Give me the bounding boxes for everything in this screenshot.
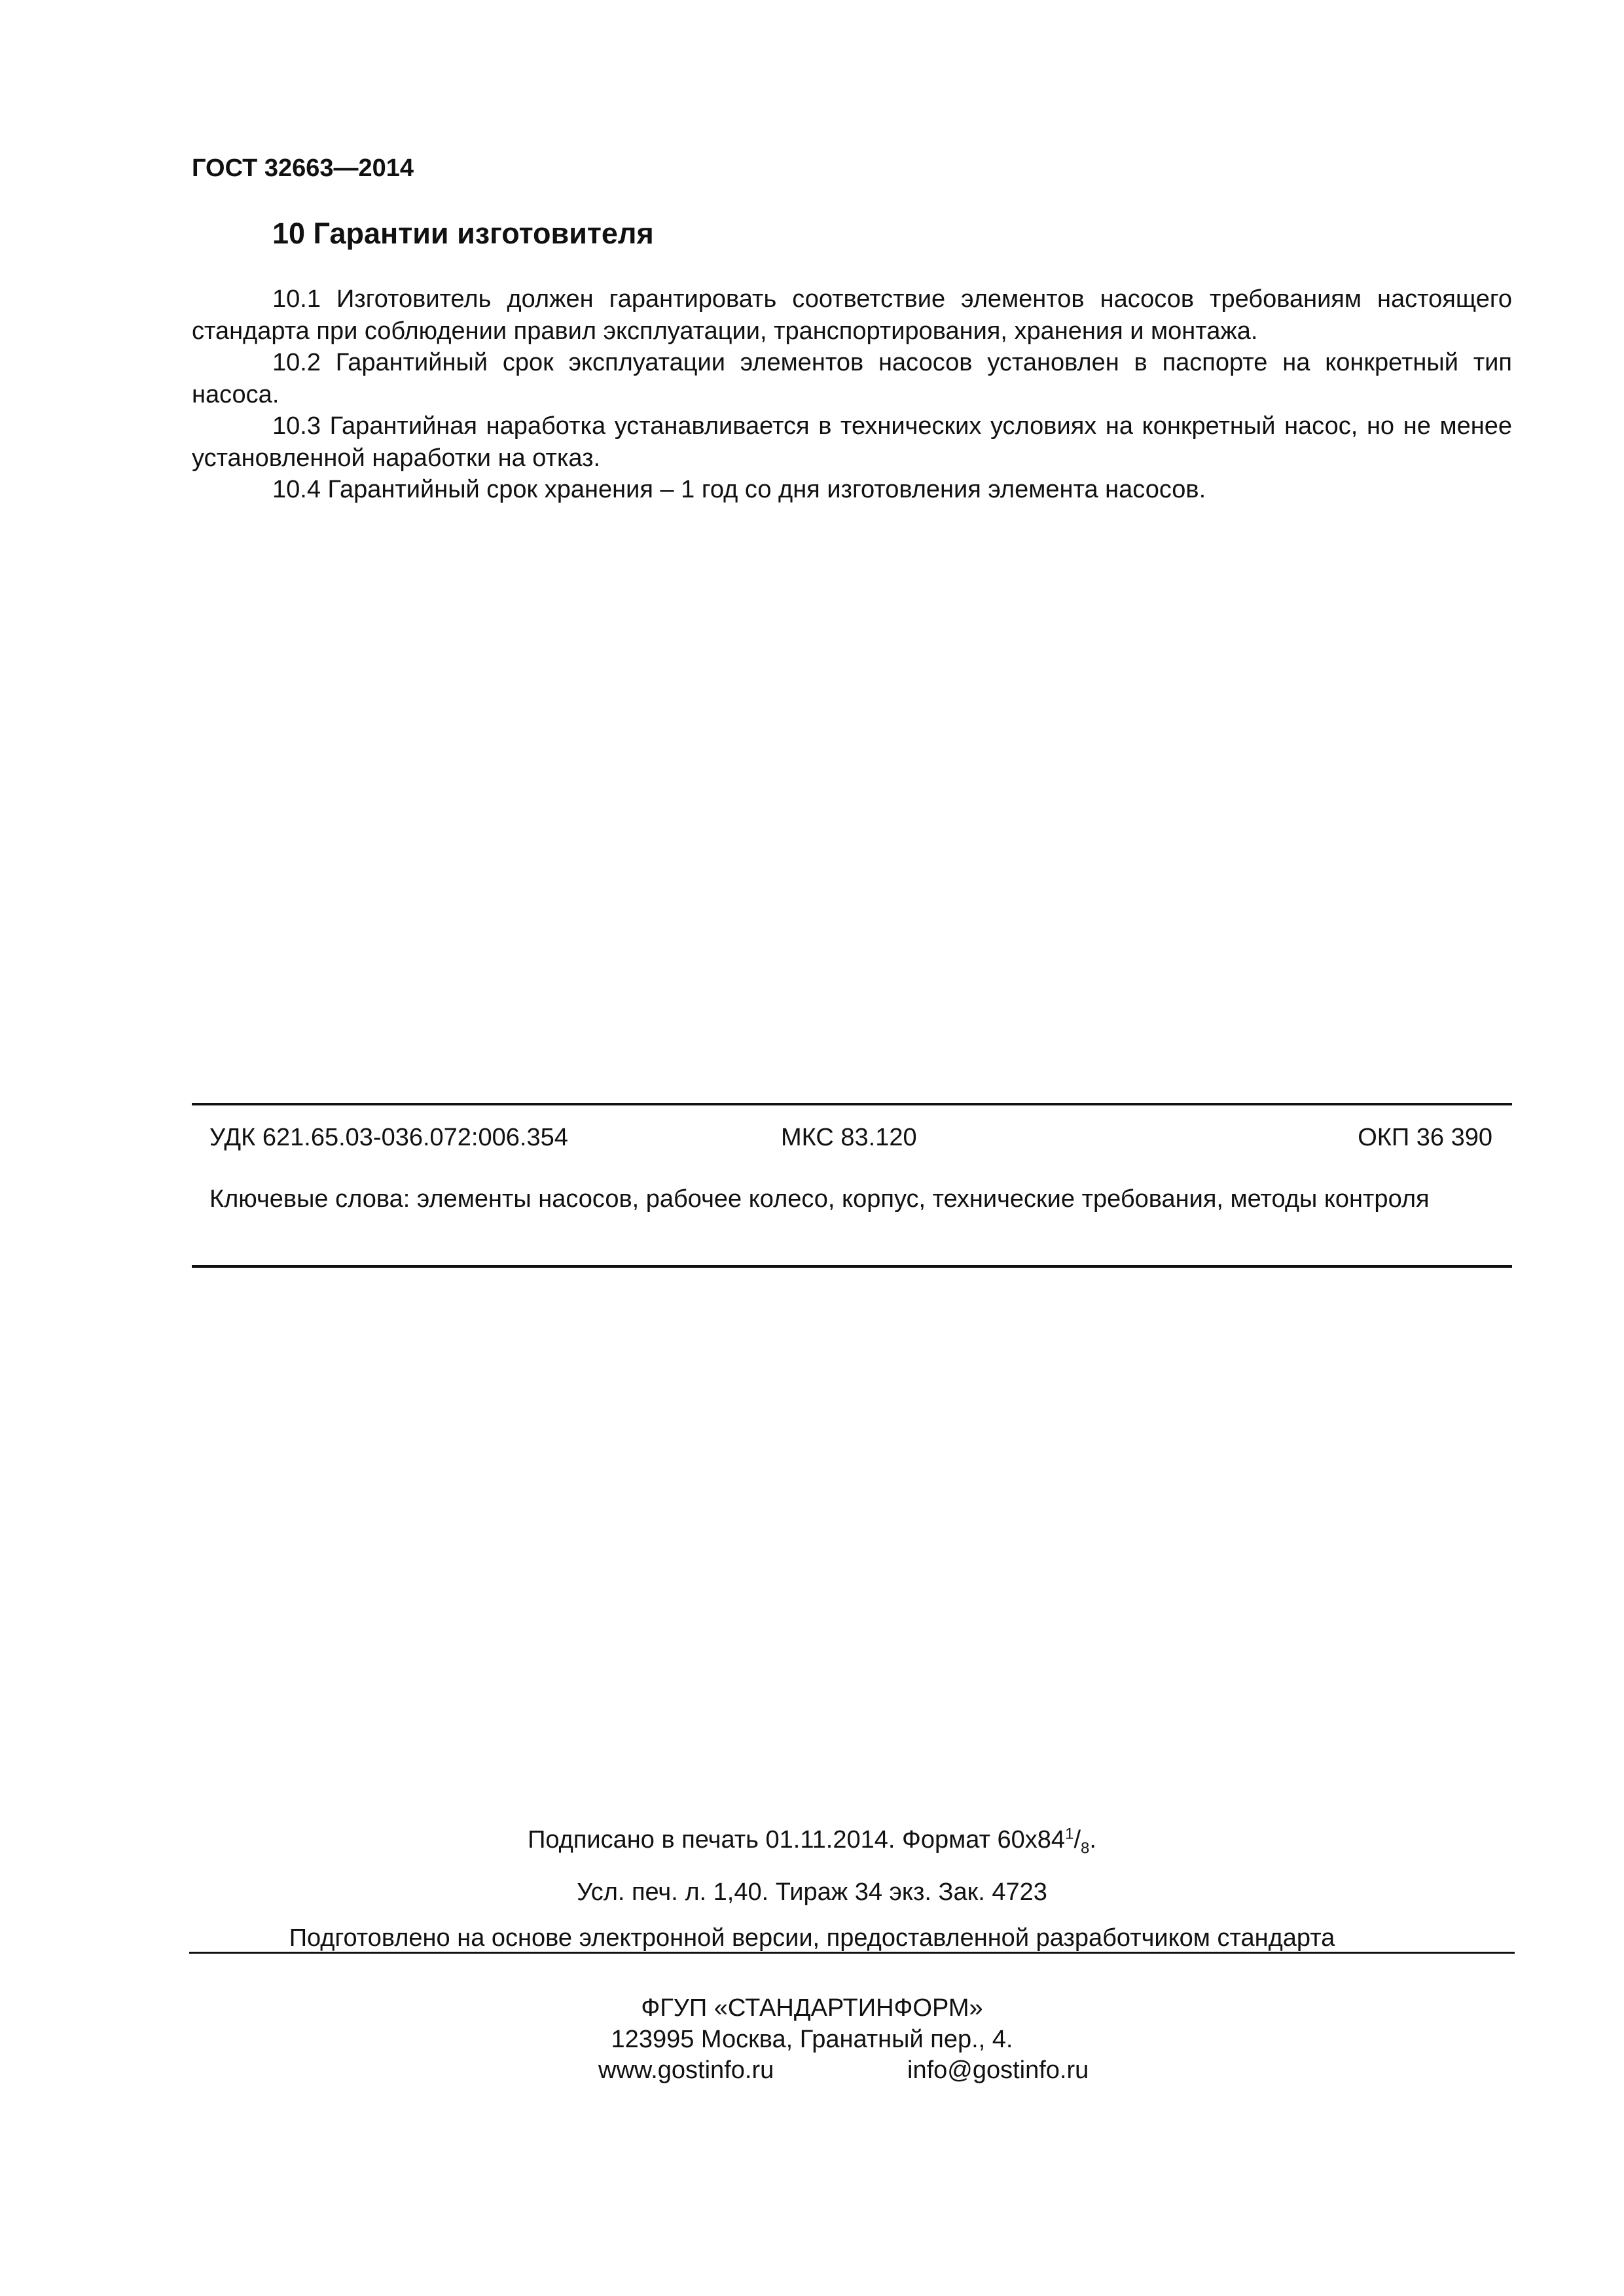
classification-bottom-rule — [192, 1265, 1512, 1268]
mks-code: МКС 83.120 — [781, 1124, 917, 1151]
format-suffix: . — [1089, 1826, 1096, 1854]
paragraph-10-3: 10.3 Гарантийная наработка устанавливается в технических условиях на конкретный насос, но не менее установленной наработки на отказ. — [192, 412, 1512, 472]
udk-code: УДК 621.65.03-036.072:006.354 — [209, 1124, 568, 1151]
format-numerator: 1 — [1065, 1825, 1074, 1843]
prepared-note: Подготовлено на основе электронной версии, предоставленной разработчиком стандарта — [289, 1924, 1335, 1952]
imprint-rule — [189, 1952, 1515, 1954]
paragraph-10-2: 10.2 Гарантийный срок эксплуатации элементов насосов установлен в паспорте на конкретный тип насоса. — [192, 349, 1512, 408]
print-info: Усл. печ. л. 1,40. Тираж 34 экз. Зак. 4723 — [577, 1878, 1047, 1906]
format-denominator: 8 — [1081, 1839, 1090, 1857]
publisher-email: info@gostinfo.ru — [907, 2056, 1089, 2084]
publisher-address: 123995 Москва, Гранатный пер., 4. — [611, 2026, 1013, 2053]
paragraph-10-4: 10.4 Гарантийный срок хранения – 1 год со дня изготовления элемента насосов. — [272, 476, 1206, 503]
paragraph-10-1: 10.1 Изготовитель должен гарантировать соответствие элементов насосов требованиям настоящего стандарта при соблюдении правил эксплуатации, транспортирования, хранения и монтажа. — [192, 285, 1512, 345]
keywords: Ключевые слова: элементы насосов, рабочее колесо, корпус, технические требования, методы контроля — [209, 1185, 1430, 1213]
document-code: ГОСТ 32663—2014 — [192, 154, 414, 182]
okp-code: ОКП 36 390 — [1358, 1124, 1492, 1151]
classification-top-rule — [192, 1103, 1512, 1105]
signed-for-print: Подписано в печать 01.11.2014. Формат $60х84^1/_8$. — [528, 1825, 1096, 1857]
section-title: 10 Гарантии изготовителя — [272, 217, 654, 250]
signed-text: Подписано в печать 01.11.2014. Формат 60х84 — [528, 1826, 1066, 1854]
section-body — [192, 283, 1512, 506]
publisher-name: ФГУП «СТАНДАРТИНФОРМ» — [641, 1994, 983, 2022]
publisher-website: www.gostinfo.ru — [598, 2056, 774, 2084]
